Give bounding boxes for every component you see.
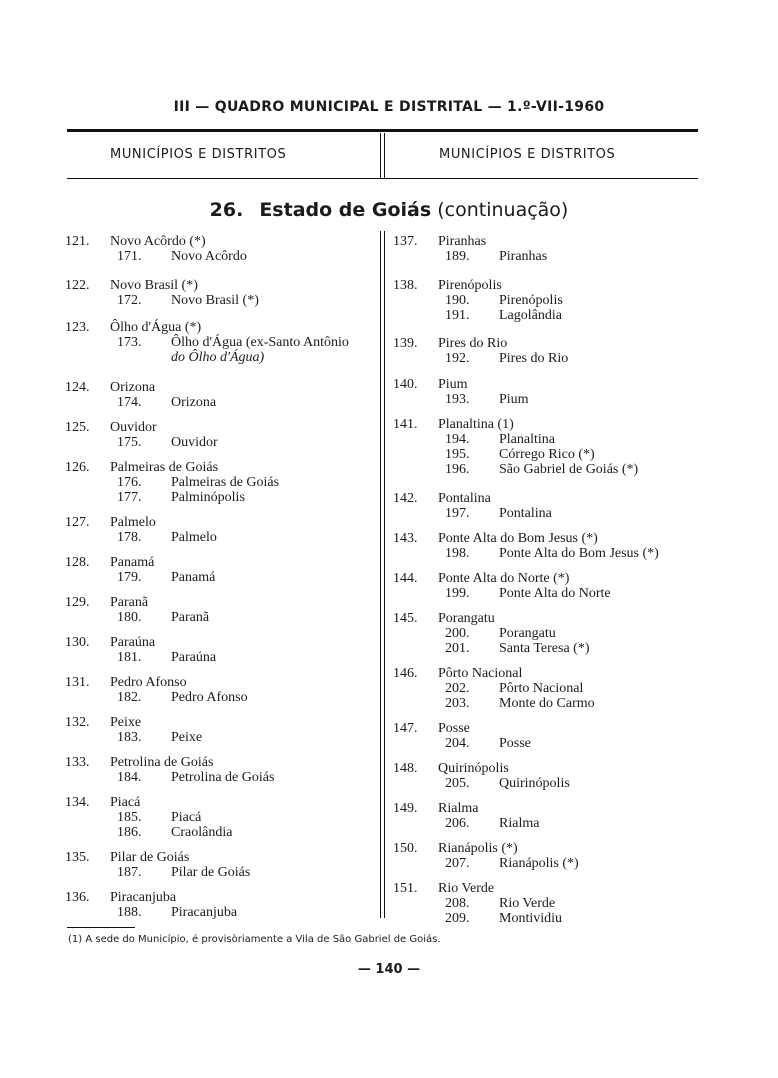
distrito-name: Paranã (171, 610, 210, 625)
municipio-entry (393, 721, 713, 751)
distrito-name: Lagolândia (499, 308, 562, 323)
section-number: 26. (209, 199, 244, 221)
section-title (0, 199, 778, 221)
municipio-entry (393, 336, 713, 366)
municipio-row (393, 417, 713, 432)
distrito-name: Panamá (171, 570, 216, 585)
municipio-number: 144. (393, 571, 418, 586)
municipio-number: 134. (65, 795, 90, 810)
municipio-entry (65, 850, 377, 880)
distrito-row (65, 690, 377, 705)
municipio-entry (393, 666, 713, 711)
municipio-name: Pires do Rio (438, 336, 508, 351)
municipio-entry (393, 761, 713, 791)
distrito-name: Novo Acôrdo (171, 249, 247, 264)
distrito-row (65, 610, 377, 625)
municipio-number: 145. (393, 611, 418, 626)
municipio-entry (65, 675, 377, 705)
distrito-number: 205. (445, 776, 470, 791)
distrito-row (65, 530, 377, 545)
distrito-number: 198. (445, 546, 470, 561)
distrito-name: Ouvidor (171, 435, 218, 450)
distrito-number: 196. (445, 462, 470, 477)
municipio-row (393, 801, 713, 816)
column-separator (384, 133, 385, 178)
municipio-name: Orizona (110, 380, 156, 395)
distrito-name: Novo Brasil (*) (171, 293, 259, 308)
distrito-number: 202. (445, 681, 470, 696)
section-state-name: Estado de Goiás (259, 199, 432, 221)
distrito-row (393, 506, 713, 521)
distrito-row (393, 351, 713, 366)
municipio-number: 133. (65, 755, 90, 770)
distrito-name: Petrolina de Goiás (171, 770, 275, 785)
distrito-row (393, 641, 713, 656)
municipio-name: Porangatu (438, 611, 495, 626)
municipio-number: 125. (65, 420, 90, 435)
municipio-entry (65, 460, 377, 505)
distrito-row (393, 432, 713, 447)
distrito-row (65, 865, 377, 880)
municipio-row (393, 336, 713, 351)
distrito-name: Ponte Alta do Bom Jesus (*) (499, 546, 659, 561)
distrito-row (65, 905, 377, 920)
distrito-number: 171. (117, 249, 142, 264)
distrito-row (65, 650, 377, 665)
distrito-number: 172. (117, 293, 142, 308)
municipio-entry (393, 417, 713, 477)
distrito-number: 182. (117, 690, 142, 705)
municipio-name: Palmeiras de Goiás (110, 460, 219, 475)
municipio-number: 127. (65, 515, 90, 530)
distrito-row (65, 475, 377, 490)
municipio-row (65, 515, 377, 530)
municipio-row (65, 755, 377, 770)
distrito-number: 179. (117, 570, 142, 585)
section-suffix: (continuação) (437, 199, 569, 221)
distrito-row (65, 293, 377, 308)
distrito-row (393, 392, 713, 407)
municipio-name: Ouvidor (110, 420, 157, 435)
column-header-right: MUNICÍPIOS E DISTRITOS (439, 147, 616, 162)
municipio-row (393, 841, 713, 856)
distrito-number: 176. (117, 475, 142, 490)
municipio-name: Pontalina (438, 491, 491, 506)
municipio-row (393, 881, 713, 896)
distrito-number: 208. (445, 896, 470, 911)
distrito-row (393, 681, 713, 696)
distrito-number: 201. (445, 641, 470, 656)
municipio-row (393, 531, 713, 546)
municipio-number: 130. (65, 635, 90, 650)
distrito-number: 192. (445, 351, 470, 366)
municipio-entry (393, 881, 713, 926)
municipio-entry (393, 278, 713, 323)
municipio-entry (393, 841, 713, 871)
municipio-number: 124. (65, 380, 90, 395)
distrito-number: 195. (445, 447, 470, 462)
distrito-name: Pires do Rio (499, 351, 569, 366)
municipio-name: Novo Acôrdo (*) (110, 234, 206, 249)
municipio-name: Posse (438, 721, 470, 736)
municipio-entry (65, 234, 377, 264)
municipio-name: Pilar de Goiás (110, 850, 190, 865)
distrito-number: 185. (117, 810, 142, 825)
municipio-name: Piranhas (438, 234, 487, 249)
distrito-name: Pirenópolis (499, 293, 563, 308)
distrito-number: 188. (117, 905, 142, 920)
distrito-number: 175. (117, 435, 142, 450)
distrito-number: 194. (445, 432, 470, 447)
column-separator (380, 133, 381, 178)
distrito-name: Paraúna (171, 650, 217, 665)
distrito-name: Craolândia (171, 825, 233, 840)
distrito-number: 191. (445, 308, 470, 323)
municipio-name: Piacá (110, 795, 141, 810)
municipio-name: Rianápolis (*) (438, 841, 518, 856)
distrito-name: Piranhas (499, 249, 548, 264)
distrito-number: 183. (117, 730, 142, 745)
municipio-row (65, 320, 377, 335)
municipio-name: Pirenópolis (438, 278, 502, 293)
municipio-number: 146. (393, 666, 418, 681)
distrito-row (393, 736, 713, 751)
distrito-name: Pium (499, 392, 529, 407)
municipio-entry (65, 715, 377, 745)
distrito-name: Pilar de Goiás (171, 865, 251, 880)
municipio-name: Paraúna (110, 635, 156, 650)
left-column (65, 234, 377, 920)
municipio-name: Rio Verde (438, 881, 495, 896)
municipio-entry (65, 320, 377, 365)
distrito-name: Ponte Alta do Norte (499, 586, 611, 601)
municipio-name: Pôrto Nacional (438, 666, 523, 681)
municipio-name: Ôlho d'Água (*) (110, 320, 202, 335)
column-header-left: MUNICÍPIOS E DISTRITOS (110, 147, 287, 162)
distrito-name: Santa Teresa (*) (499, 641, 590, 656)
distrito-name: Planaltina (499, 432, 555, 447)
distrito-row (393, 249, 713, 264)
municipio-row (65, 795, 377, 810)
distrito-row (393, 293, 713, 308)
municipio-name: Pedro Afonso (110, 675, 187, 690)
municipio-name: Piracanjuba (110, 890, 177, 905)
municipio-number: 138. (393, 278, 418, 293)
distrito-name: Rianápolis (*) (499, 856, 579, 871)
distrito-number: 187. (117, 865, 142, 880)
distrito-row (393, 856, 713, 871)
distrito-number: 204. (445, 736, 470, 751)
municipio-number: 150. (393, 841, 418, 856)
distrito-name: Quirinópolis (499, 776, 570, 791)
municipio-entry (393, 234, 713, 264)
distrito-row (65, 249, 377, 264)
municipio-entry (65, 595, 377, 625)
subheader-rule (67, 178, 698, 179)
distrito-row (65, 490, 377, 505)
municipio-row (65, 715, 377, 730)
distrito-name: Porangatu (499, 626, 556, 641)
municipio-row (65, 420, 377, 435)
municipio-entry (65, 795, 377, 840)
distrito-name: Peixe (171, 730, 203, 745)
distrito-number: 193. (445, 392, 470, 407)
distrito-row (393, 626, 713, 641)
distrito-name: Pontalina (499, 506, 552, 521)
column-separator (384, 231, 385, 918)
municipio-row (65, 850, 377, 865)
municipio-number: 140. (393, 377, 418, 392)
distrito-row (65, 730, 377, 745)
distrito-number: 173. (117, 335, 142, 350)
municipio-entry (393, 491, 713, 521)
municipio-name: Panamá (110, 555, 155, 570)
municipio-number: 141. (393, 417, 418, 432)
distrito-row (393, 896, 713, 911)
distrito-number: 197. (445, 506, 470, 521)
distrito-row (393, 546, 713, 561)
municipio-row (393, 571, 713, 586)
distrito-number: 199. (445, 586, 470, 601)
municipio-entry (393, 801, 713, 831)
municipio-number: 129. (65, 595, 90, 610)
distrito-row (65, 570, 377, 585)
distrito-row (393, 462, 713, 477)
distrito-number: 209. (445, 911, 470, 926)
municipio-entry (65, 890, 377, 920)
municipio-row (65, 635, 377, 650)
municipio-entry (65, 635, 377, 665)
distrito-name: Posse (499, 736, 531, 751)
municipio-row (393, 761, 713, 776)
distrito-number: 180. (117, 610, 142, 625)
distrito-row (65, 825, 377, 840)
municipio-number: 142. (393, 491, 418, 506)
distrito-name: Orizona (171, 395, 217, 410)
distrito-name: Palmelo (171, 530, 217, 545)
municipio-number: 121. (65, 234, 90, 249)
distrito-row (65, 395, 377, 410)
distrito-name: Palminópolis (171, 490, 245, 505)
distrito-name: Rio Verde (499, 896, 556, 911)
municipio-row (65, 675, 377, 690)
municipio-row (393, 611, 713, 626)
distrito-number: 189. (445, 249, 470, 264)
distrito-name: São Gabriel de Goiás (*) (499, 462, 639, 477)
distrito-name: Piacá (171, 810, 202, 825)
distrito-number: 190. (445, 293, 470, 308)
distrito-name: Rialma (499, 816, 540, 831)
distrito-row (393, 816, 713, 831)
distrito-name: Piracanjuba (171, 905, 238, 920)
municipio-entry (393, 377, 713, 407)
municipio-row (65, 234, 377, 249)
municipio-number: 151. (393, 881, 418, 896)
municipio-number: 122. (65, 278, 90, 293)
municipio-name: Petrolina de Goiás (110, 755, 214, 770)
municipio-name: Paranã (110, 595, 149, 610)
distrito-number: 177. (117, 490, 142, 505)
distrito-name: Pedro Afonso (171, 690, 248, 705)
municipio-row (65, 555, 377, 570)
municipio-entry (65, 755, 377, 785)
distrito-name: Montividiu (499, 911, 563, 926)
distrito-name: Pôrto Nacional (499, 681, 584, 696)
header-rule (67, 129, 698, 132)
footnote: (1) A sede do Município, é provisòriamente a Vila de São Gabriel de Goiás. (68, 934, 441, 945)
municipio-entry (65, 515, 377, 545)
distrito-row (393, 447, 713, 462)
municipio-number: 137. (393, 234, 418, 249)
municipio-entry (65, 380, 377, 410)
distrito-number: 184. (117, 770, 142, 785)
page-number: — 140 — (357, 962, 421, 977)
municipio-entry (393, 611, 713, 656)
municipio-entry (393, 571, 713, 601)
distrito-row (393, 696, 713, 711)
municipio-number: 128. (65, 555, 90, 570)
municipio-name: Ponte Alta do Bom Jesus (*) (438, 531, 598, 546)
distrito-row (393, 776, 713, 791)
right-column (393, 234, 713, 926)
municipio-number: 136. (65, 890, 90, 905)
municipio-number: 139. (393, 336, 418, 351)
municipio-name: Rialma (438, 801, 479, 816)
distrito-row (65, 435, 377, 450)
distrito-row (393, 911, 713, 926)
distrito-number: 207. (445, 856, 470, 871)
municipio-row (65, 890, 377, 905)
distrito-number: 181. (117, 650, 142, 665)
distrito-number: 200. (445, 626, 470, 641)
footnote-rule (67, 927, 135, 928)
municipio-entry (393, 531, 713, 561)
municipio-number: 147. (393, 721, 418, 736)
municipio-row (65, 380, 377, 395)
municipio-row (393, 721, 713, 736)
municipio-name: Palmelo (110, 515, 156, 530)
distrito-row (65, 810, 377, 825)
distrito-name: Monte do Carmo (499, 696, 595, 711)
distrito-name: Ôlho d'Água (ex-Santo Antônio (171, 335, 349, 350)
municipio-row (393, 491, 713, 506)
municipio-number: 131. (65, 675, 90, 690)
municipio-number: 126. (65, 460, 90, 475)
column-separator (380, 231, 381, 918)
distrito-row (393, 586, 713, 601)
municipio-row (393, 377, 713, 392)
municipio-name: Pium (438, 377, 468, 392)
municipio-name: Planaltina (1) (438, 417, 514, 432)
municipio-name: Ponte Alta do Norte (*) (438, 571, 570, 586)
distrito-number: 203. (445, 696, 470, 711)
distrito-number: 174. (117, 395, 142, 410)
municipio-row (393, 666, 713, 681)
municipio-entry (65, 278, 377, 308)
municipio-name: Peixe (110, 715, 142, 730)
municipio-row (393, 234, 713, 249)
distrito-name: Córrego Rico (*) (499, 447, 595, 462)
distrito-name: Palmeiras de Goiás (171, 475, 280, 490)
municipio-row (393, 278, 713, 293)
municipio-row (65, 460, 377, 475)
distrito-row (393, 308, 713, 323)
municipio-name: Novo Brasil (*) (110, 278, 198, 293)
page-header: III — QUADRO MUNICIPAL E DISTRITAL — 1.º-VII-1960 (173, 99, 605, 115)
distrito-number: 186. (117, 825, 142, 840)
municipio-row (65, 595, 377, 610)
municipio-name: Quirinópolis (438, 761, 509, 776)
municipio-number: 149. (393, 801, 418, 816)
municipio-number: 148. (393, 761, 418, 776)
distrito-note: do Ôlho d'Água) (171, 350, 265, 365)
municipio-number: 132. (65, 715, 90, 730)
distrito-row (65, 335, 377, 350)
municipio-number: 143. (393, 531, 418, 546)
distrito-note-row (65, 350, 377, 365)
distrito-number: 178. (117, 530, 142, 545)
municipio-entry (65, 555, 377, 585)
municipio-row (65, 278, 377, 293)
distrito-row (65, 770, 377, 785)
municipio-entry (65, 420, 377, 450)
municipio-number: 135. (65, 850, 90, 865)
municipio-number: 123. (65, 320, 90, 335)
distrito-number: 206. (445, 816, 470, 831)
